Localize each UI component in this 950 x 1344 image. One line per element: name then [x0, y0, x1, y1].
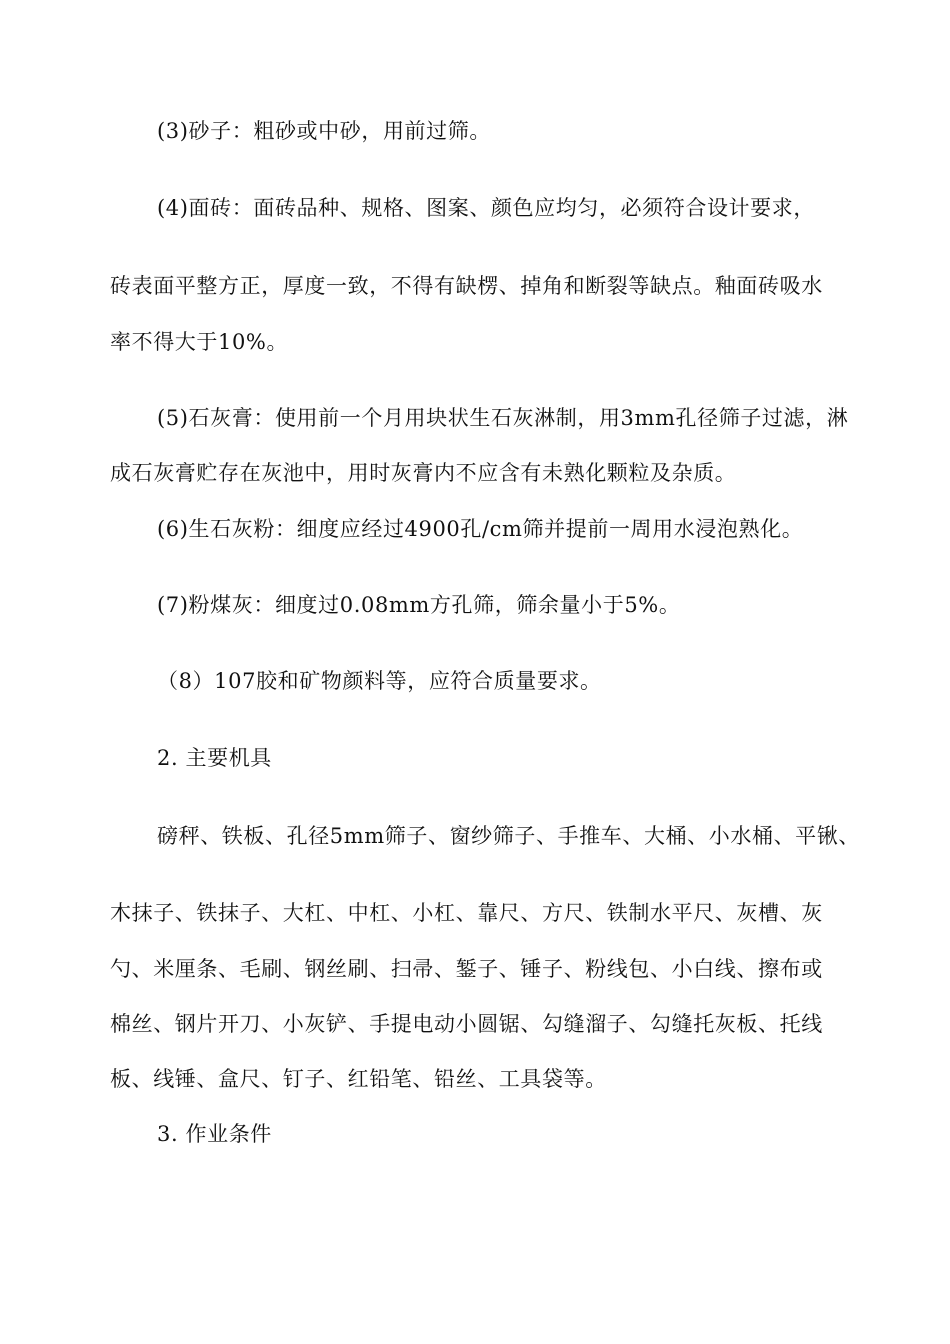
paragraph-tiles-line-1: (4)面砖：面砖品种、规格、图案、颜色应均匀，必须符合设计要求，: [157, 196, 815, 220]
paragraph-tools-line-2: 木抹子、铁抹子、大杠、中杠、小杠、靠尺、方尺、铁制水平尺、灰槽、灰: [110, 901, 823, 925]
paragraph-fly-ash: (7)粉煤灰：细度过0.08mm方孔筛，筛余量小于5%。: [157, 593, 681, 617]
paragraph-tiles-line-3: 率不得大于10%。: [110, 330, 289, 354]
paragraph-tools-line-4: 棉丝、钢片开刀、小灰铲、手提电动小圆锯、勾缝溜子、勾缝托灰板、托线: [110, 1012, 823, 1036]
paragraph-sand: (3)砂子：粗砂或中砂，用前过筛。: [157, 119, 491, 143]
paragraph-quicklime: (6)生石灰粉：细度应经过4900孔/cm筛并提前一周用水浸泡熟化。: [157, 517, 804, 541]
paragraph-lime-paste-line-1: (5)石灰膏：使用前一个月用块状生石灰淋制，用3mm孔径筛子过滤，淋: [157, 406, 849, 430]
paragraph-tiles-line-2: 砖表面平整方正，厚度一致，不得有缺楞、掉角和断裂等缺点。釉面砖吸水: [110, 274, 823, 298]
section-heading-tools: 2. 主要机具: [157, 746, 272, 770]
section-heading-conditions: 3. 作业条件: [157, 1122, 272, 1146]
paragraph-glue-pigment: （8）107胶和矿物颜料等，应符合质量要求。: [157, 669, 602, 693]
paragraph-tools-line-3: 勺、米厘条、毛刷、钢丝刷、扫帚、錾子、锤子、粉线包、小白线、擦布或: [110, 957, 823, 981]
paragraph-tools-line-5: 板、线锤、盒尺、钉子、红铅笔、铅丝、工具袋等。: [110, 1067, 607, 1091]
paragraph-lime-paste-line-2: 成石灰膏贮存在灰池中，用时灰膏内不应含有未熟化颗粒及杂质。: [110, 461, 737, 485]
paragraph-tools-line-1: 磅秤、铁板、孔径5mm筛子、窗纱筛子、手推车、大桶、小水桶、平锹、: [157, 824, 860, 848]
